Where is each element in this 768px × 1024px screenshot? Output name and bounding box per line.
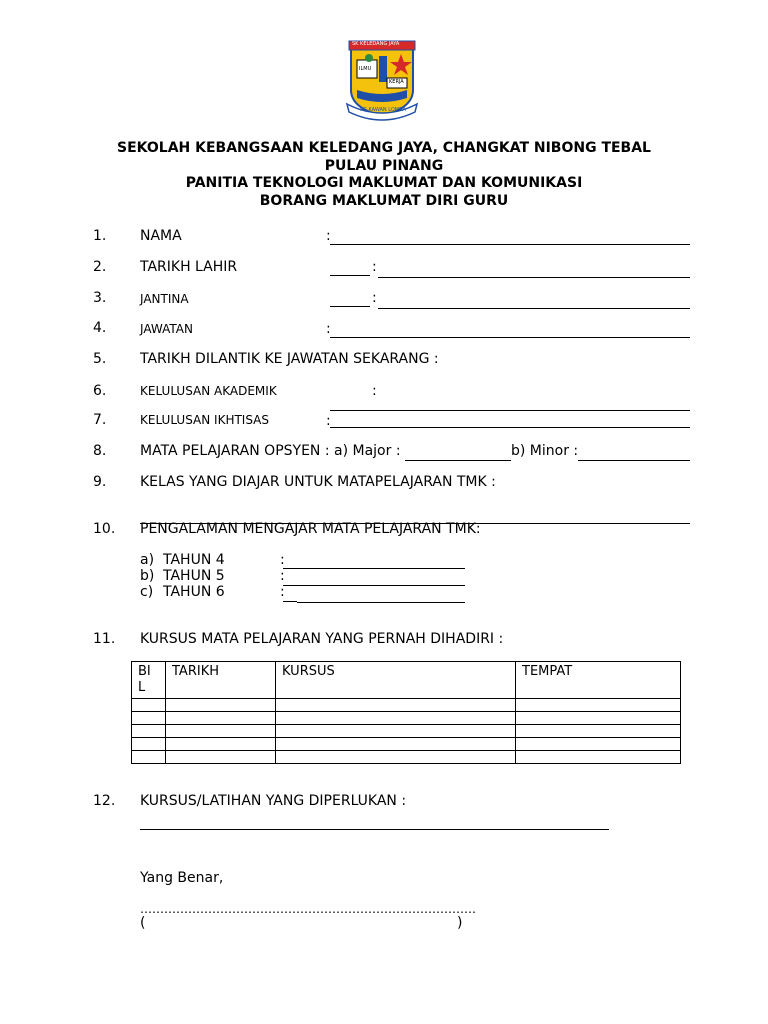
logo-motto-text: PG KAWAN LOMBA: [360, 107, 406, 113]
table-row: [132, 751, 681, 764]
field-colon: :: [326, 228, 331, 244]
field-label-nama: NAMA: [140, 228, 182, 244]
table-cell[interactable]: [276, 712, 516, 725]
table-cell[interactable]: [132, 699, 166, 712]
field-colon: :: [372, 259, 377, 275]
closing-text: Yang Benar,: [140, 870, 224, 886]
field-label-kelas: KELAS YANG DIAJAR UNTUK MATAPELAJARAN TMK :: [140, 474, 496, 490]
jantina-underline: [330, 306, 370, 307]
tarikh-lahir-input-line[interactable]: [378, 277, 690, 278]
field-label-tarikh-dilantik: TARIKH DILANTIK KE JAWATAN SEKARANG :: [140, 351, 439, 367]
col-header-bil: BI L: [132, 662, 166, 699]
tahun-5-input-line[interactable]: [283, 585, 465, 586]
col-header-tarikh: TARIKH: [166, 662, 276, 699]
field-label-jawatan: JAWATAN: [140, 322, 193, 336]
field-number: 5.: [93, 351, 107, 367]
field-number: 6.: [93, 383, 107, 399]
table-cell[interactable]: [166, 712, 276, 725]
logo-center-text: KERJA: [389, 79, 404, 85]
tahun-4-input-line[interactable]: [283, 568, 465, 569]
field-number: 7.: [93, 412, 107, 428]
tahun-colon: :: [280, 568, 285, 584]
table-row: [132, 738, 681, 751]
field-label-jantina: JANTINA: [140, 292, 189, 306]
table-cell[interactable]: [166, 751, 276, 764]
col-header-kursus: KURSUS: [276, 662, 516, 699]
jawatan-input-line[interactable]: [330, 337, 690, 338]
table-cell[interactable]: [276, 725, 516, 738]
kursus-diperlukan-input-line[interactable]: [140, 829, 609, 830]
table-cell[interactable]: [276, 699, 516, 712]
table-cell[interactable]: [516, 712, 681, 725]
table-cell[interactable]: [516, 751, 681, 764]
table-cell[interactable]: [166, 699, 276, 712]
major-input-line[interactable]: [405, 460, 511, 461]
table-cell[interactable]: [516, 699, 681, 712]
field-label-tarikh-lahir: TARIKH LAHIR: [140, 259, 238, 275]
kursus-table: [131, 661, 681, 764]
tahun-6-input-line[interactable]: [297, 602, 465, 603]
kelulusan-ikhtisas-input-line[interactable]: [330, 427, 690, 428]
field-label-kelulusan-akademik: KELULUSAN AKADEMIK: [140, 384, 277, 398]
signature-dotted-line[interactable]: …………………………………………………………………………: [140, 902, 476, 916]
table-cell[interactable]: [132, 751, 166, 764]
field-number: 8.: [93, 443, 107, 459]
name-paren-close: ): [457, 915, 463, 931]
col-header-tempat: TEMPAT: [516, 662, 681, 699]
table-cell[interactable]: [132, 738, 166, 751]
field-colon: :: [326, 413, 331, 429]
state-heading: PULAU PINANG: [324, 158, 444, 174]
minor-input-line[interactable]: [578, 460, 690, 461]
field-colon: :: [372, 290, 377, 306]
kelulusan-akademik-input-line[interactable]: [330, 410, 690, 411]
logo-banner-text: SK KELEDANG JAYA: [352, 41, 400, 47]
field-label-kursus-diperlukan: KURSUS/LATIHAN YANG DIPERLUKAN :: [140, 793, 407, 809]
table-cell[interactable]: [276, 751, 516, 764]
tahun-mark: b): [140, 568, 155, 584]
committee-heading: PANITIA TEKNOLOGI MAKLUMAT DAN KOMUNIKASI: [185, 175, 583, 191]
field-colon: :: [326, 321, 331, 337]
table-header-row: [132, 662, 681, 699]
table-cell[interactable]: [516, 725, 681, 738]
table-cell[interactable]: [132, 725, 166, 738]
field-label-pengalaman: PENGALAMAN MENGAJAR MATA PELAJARAN TMK:: [140, 521, 481, 537]
name-paren-open: (: [140, 915, 146, 931]
table-row: [132, 725, 681, 738]
field-label-kursus-dihadiri: KURSUS MATA PELAJARAN YANG PERNAH DIHADIRI :: [140, 631, 504, 647]
field-number: 9.: [93, 474, 107, 490]
table-row: [132, 699, 681, 712]
field-label-opsyen-major: MATA PELAJARAN OPSYEN : a) Major :: [140, 443, 401, 459]
tahun-colon: :: [280, 552, 285, 568]
field-number: 11.: [93, 631, 116, 647]
logo-book-text: ILMU: [359, 66, 372, 72]
field-number: 1.: [93, 228, 107, 244]
field-label-opsyen-minor: b) Minor :: [511, 443, 579, 459]
nama-input-line[interactable]: [330, 244, 690, 245]
table-cell[interactable]: [132, 712, 166, 725]
school-name-heading: SEKOLAH KEBANGSAAN KELEDANG JAYA, CHANGKAT NIBONG TEBAL: [117, 140, 651, 156]
field-colon: :: [372, 383, 377, 399]
tahun-6-label: TAHUN 6: [163, 584, 225, 600]
field-number: 4.: [93, 320, 107, 336]
tahun-colon: :: [280, 584, 285, 600]
tahun-5-label: TAHUN 5: [163, 568, 225, 584]
tahun-mark: a): [140, 552, 155, 568]
field-number: 10.: [93, 521, 116, 537]
jantina-input-line[interactable]: [378, 308, 690, 309]
table-cell[interactable]: [166, 725, 276, 738]
field-number: 3.: [93, 290, 107, 306]
tahun-mark: c): [140, 584, 154, 600]
table-cell[interactable]: [166, 738, 276, 751]
tahun-4-label: TAHUN 4: [163, 552, 225, 568]
field-number: 12.: [93, 793, 116, 809]
table-cell[interactable]: [276, 738, 516, 751]
tarikh-lahir-underline: [330, 275, 370, 276]
tahun-6-short-underline: [283, 601, 297, 602]
form-title: BORANG MAKLUMAT DIRI GURU: [259, 193, 509, 209]
field-number: 2.: [93, 259, 107, 275]
table-cell[interactable]: [516, 738, 681, 751]
field-label-kelulusan-ikhtisas: KELULUSAN IKHTISAS: [140, 413, 269, 427]
table-row: [132, 712, 681, 725]
